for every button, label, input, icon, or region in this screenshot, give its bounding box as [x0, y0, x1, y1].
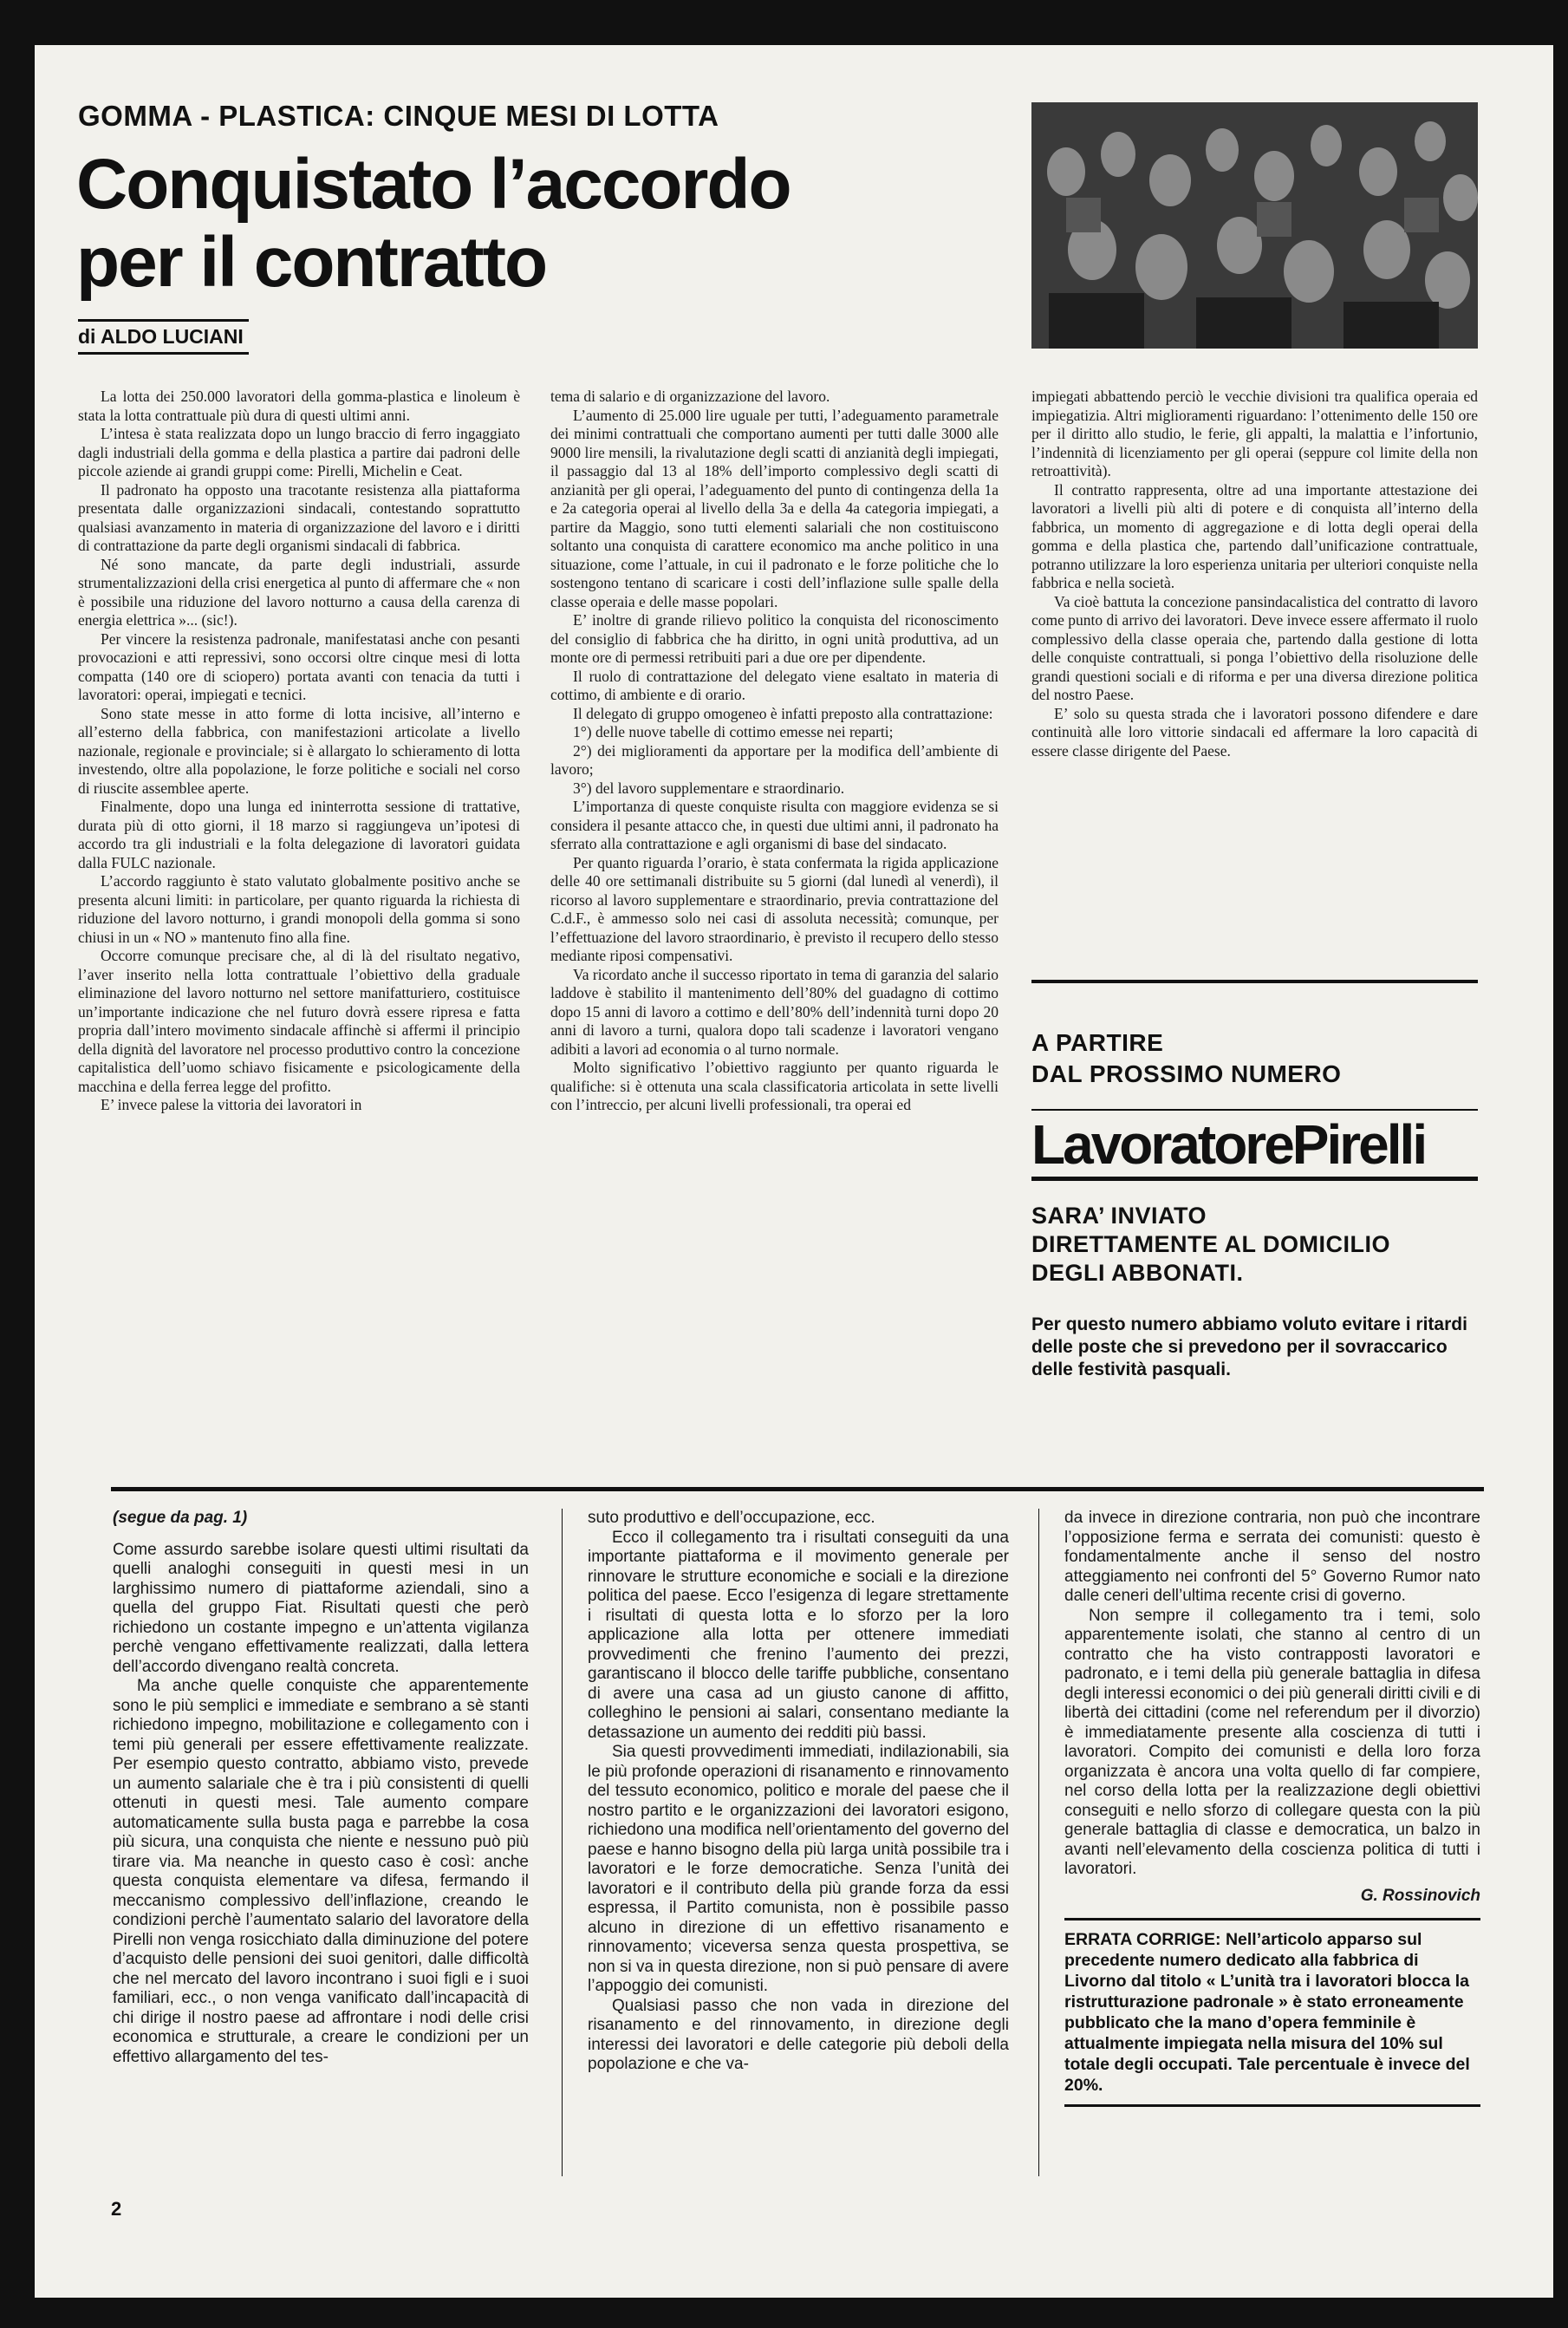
paragraph: Qualsiasi passo che non vada in direzione del risanamento e del rinnovamento, in direzione degli interessi dei lavoratori e delle categorie più deboli della popolazione e che va- — [588, 1996, 1009, 2073]
list-item: 1°) delle nuove tabelle di cottimo emesse nei reparti; — [573, 723, 894, 740]
paragraph: Molto significativo l’obiettivo raggiunto per quanto riguarda le qualifiche: si è ottenuta una scala classificatoria articolata in sette livelli con l’intreccio, per alcuni livelli professionali, tra operai ed — [550, 1059, 999, 1113]
list-item: 2°) dei miglioramenti da apportare per la modifica dell’ambiente di lavoro; — [550, 741, 999, 778]
promo-line-2: DAL PROSSIMO NUMERO — [1031, 1060, 1342, 1087]
promo-box — [1031, 984, 1478, 1381]
paragraph: Il delegato di gruppo omogeneo è infatti preposto alla contrattazione: — [573, 704, 993, 722]
paragraph: E’ inoltre di grande rilievo politico la conquista del riconoscimento del consiglio di fabbrica che ha diritto, in ogni unità produttiva, ad un monte ore di permessi retribuiti pari a due ore per dipendente. — [550, 611, 999, 666]
paragraph: Il contratto rappresenta, oltre ad una importante attestazione dei lavoratori a livelli più alti di potere e di conquista all’interno della fabbrica, un momento di aggregazione e di lotta degli operai della gomma e della plastica che, partendo dall’unificazione contrattuale, potranno utilizzare la loro esperienza unitaria per ulteriori conquiste nella fabbrica e nella società. — [1031, 480, 1478, 591]
paragraph: E’ invece palese la vittoria dei lavoratori in — [101, 1096, 362, 1113]
paragraph: Il ruolo di contrattazione del delegato viene esaltato in materia di cottimo, di ambiente e di orario. — [550, 667, 999, 703]
paragraph: La lotta dei 250.000 lavoratori della gomma-plastica e linoleum è stata la lotta contrattuale più dura di questi ultimi anni. — [78, 388, 520, 424]
paragraph: suto produttivo e dell’occupazione, ecc. — [588, 1509, 875, 1527]
section-divider — [111, 1487, 1484, 1491]
list-item: 3°) del lavoro supplementare e straordinario. — [573, 779, 845, 797]
column-rule-1 — [562, 1509, 563, 2176]
paragraph: Né sono mancate, da parte degli industriali, assurde strumentalizzazioni della crisi energetica al punto di affermare che « non è possibile una riduzione del lavoro notturno a causa della carenza di energia elettrica »... (sic!). — [78, 555, 520, 629]
crowd-photo-image — [1031, 102, 1478, 349]
paragraph: Ecco il collegamento tra i risultati conseguiti da una importante piattaforma e il movimento generale per rinnovare le strutture economiche e sociali e la direzione politica del paese. Ecco l’esigenza di legare strettamente i risultati di questa lotta e lo sforzo per la loro applicazione alla lotta per ottenere immediati provvedimenti che frenino l’aumento dei prezzi, garantiscano il blocco delle tariffe pubbliche, consentano di avere una casa ad un giusto canone di affitto, colleghino le pensioni ai salari, consentano mediante la detassazione un aumento dei redditi più bassi. — [588, 1528, 1009, 1742]
continued-from-label: (segue da pag. 1) — [113, 1509, 248, 1527]
errata-corrige-box: ERRATA CORRIGE: Nell’articolo apparso sul precedente numero dedicato alla fabbrica di Livorno dal titolo « L’unità tra i lavoratori blocca la ristrutturazione padronale » è stato erroneamente pubblicato che la mano d’opera femminile è attualmente impiegata nella misura del 10% sul totale degli occupati. Tale percentuale è invece del 20%. — [1064, 1918, 1480, 2107]
continued-column-2 — [588, 1509, 1009, 2075]
lavoratore-pirelli-masthead: LavoratorePirelli — [1031, 1109, 1478, 1181]
paragraph: Il padronato ha opposto una tracotante resistenza alla piattaforma presentata dalle organizzazioni sindacali, contestando soprattutto qualsiasi avanzamento in materia di organizzazione del lavoro e i diritti di contrattazione da parte degli organismi sindacali di fabbrica. — [78, 480, 520, 554]
headline-line-2: per il contratto — [76, 223, 547, 302]
paragraph: Come assurdo sarebbe isolare questi ultimi risultati da quelli analoghi conseguiti in questi mesi in un larghissimo numero di piattaforme aziendali, sino a quella del gruppo Fiat. Risultati questi che però richiedono un costante impegno e un’attenta vigilanza perchè vengano effettivamente realizzati, dalla lettera dell’accordo divengano realtà concreta. — [113, 1540, 529, 1676]
paragraph: L’intesa è stata realizzata dopo un lungo braccio di ferro ingaggiato dagli industriali della gomma e della plastica a partire dai padroni delle piccole aziende ai grandi gruppi come: Pirelli, Michelin e Ceat. — [78, 425, 520, 479]
article-column-2 — [550, 388, 999, 1115]
paragraph: Ma anche quelle conquiste che apparentemente sono le più semplici e immediate e sembrano a sè stanti richiedono impegno, mobilitazione e collegamento con i temi più generali per essere effettivamente realizzate. Per esempio questo contratto, abbiamo visto, prevede un aumento salariale che è tra i più consistenti di quelli ottenuti in questi mesi. Tale aumento compare automaticamente sulla busta paga e parrebbe la cosa più sicura, una conquista che niente e nessuno può più tirare via. Ma neanche in questo caso è così: anche questa conquista elementare va difesa, fermando il meccanismo complessivo dell’inflazione, creando le condizioni perchè l’aumentato salario del lavoratore della Pirelli non venga rosicchiato dalla diminuzione del potere d’acquisto delle pensioni dei suoi genitori, dalle difficoltà che nel mercato del lavoro incontrano i suoi figli e i suoi familiari, ecc., o non venga vanificato dall’incapacità di chi dirige il nostro paese ad affrontare i nodi delle crisi economica e strutturale, a creare le condizioni per un effettivo allargamento del tes- — [113, 1677, 529, 2066]
crowd-photo — [1031, 102, 1478, 349]
byline: di ALDO LUCIANI — [78, 319, 249, 355]
paragraph: Sia questi provvedimenti immediati, indilazionabili, sia le più profonde operazioni di risanamento e rinnovamento del tessuto economico, politico e morale del paese che il nostro partito e le organizzazioni dei lavoratori esigono, richiedono una modifica nell’orientamento del governo del paese e hanno bisogno della più larga unità possibile tra i lavoratori e le forze democratiche. Senza l’unità dei lavoratori e il contributo della più grande forza da essi espressa, il Partito comunista, non è possibile passo alcuno in direzione di un effettivo risanamento e rinnovamento; viceversa senza questa prospettiva, se non si va in questa direzione, non si può pensare di avere l’appoggio dei comunisti. — [588, 1743, 1009, 1995]
paragraph: L’accordo raggiunto è stato valutato globalmente positivo anche se presenta alcuni limiti: in particolare, per quanto riguarda la richiesta di riduzione del lavoro notturno, i grandi monopoli della gomma si sono chiusi in un « NO » mantenuto fino alla fine. — [78, 872, 520, 946]
paragraph: impiegati abbattendo perciò le vecchie divisioni tra qualifica operaia ed impiegatizia. Altri miglioramenti riguardano: l’ottenimento delle 150 ore per il diritto allo studio, le ferie, gli appalti, la malattia e l’infortunio, l’indennità di licenziamento per gli operai (seppure col limite della non retroattività). — [1031, 388, 1478, 479]
paragraph: Non sempre il collegamento tra i temi, solo apparentemente isolati, che stanno al centro di un contratto che ha visto contrapposti lavoratori e padronato, e i temi della più generale battaglia in difesa degli interessi economici o dei più generali diritti civili e di libertà dei cittadini (come nel referendum per il divorzio) è immediatamente presente alla coscienza di tutti i lavoratori. Compito dei comunisti e della loro forza organizzata è ancora una volta quello di far compiere, nel corso della lotta per la realizzazione degli obiettivi conseguiti e nello sforzo di collegare questa con la più generale battaglia di classe e democratica, un balzo in avanti nell’elevamento della coscienza politica di tutti i lavoratori. — [1064, 1606, 1480, 1878]
paragraph: Occorre comunque precisare che, al di là del risultato negativo, l’aver inserito nella lotta contrattuale l’obiettivo della graduale eliminazione del lavoro notturno nel settore manifatturiero, costituisce un’importante indicazione che nel futuro dovrà essere ripresa e fatta propria dall’intero movimento sindacale affinchè si affermi il principio della dignità del lavoratore nel processo produttivo contro la concezione capitalistica dell’uomo schiavo fisicamente e psicologicamente della macchina e della ferrea legge del profitto. — [78, 947, 520, 1095]
promo-sent — [1031, 1202, 1478, 1288]
promo-sent-line-3: DEGLI ABBONATI. — [1031, 1260, 1244, 1286]
paragraph: L’aumento di 25.000 lire uguale per tutti, l’adeguamento parametrale dei minimi contrattuali che comportano aumenti per tutti dalle 3000 alle 9000 lire mensili, la rivalutazione degli scatti di anzianità degli impiegati, il passaggio dal 13 al 18% dell’importo complessivo degli scatti di anzianità per gli operai, l’adeguamento del punto di contingenza della 1a e 2a categoria operai al livello della 3a e della 4a categoria impiegati, a partire da Maggio, sono tutti elementi salariali che non costituiscono soltanto una conquista di carattere economico ma anche politico in una situazione, come l’attuale, in cui il padronato e le forze politiche che lo sostengono tentano di scaricare i costi dell’inflazione sulle spalle della classe operaia e delle masse popolari. — [550, 406, 999, 610]
paragraph: E’ solo su questa strada che i lavoratori possono difendere e dare continuità alle loro vittorie sindacali ed affermare la loro capacità di essere classe dirigente del Paese. — [1031, 704, 1478, 760]
promo-line-1: A PARTIRE — [1031, 1029, 1164, 1056]
paragraph: Va cioè battuta la concezione pansindacalistica del contratto di lavoro come punto di arrivo dei lavoratori. Deve invece essere affermato il ruolo complessivo della classe operaia che, partendo dalla gestione di lotta delle conquiste contrattuali, si ponga l’obiettivo della risoluzione delle grandi questioni sociali e di riforma e per una diversa direzione politica del nostro Paese. — [1031, 592, 1478, 703]
paragraph: Finalmente, dopo una lunga ed ininterrotta sessione di trattative, durata più di otto giorni, il 18 marzo si raggiungeva un’ipotesi di accordo tra gli industriali e la folta delegazione di lavoratori guidata dalla FULC nazionale. — [78, 798, 520, 871]
promo-sent-line-1: SARA’ INVIATO — [1031, 1203, 1207, 1229]
promo-sent-line-2: DIRETTAMENTE AL DOMICILIO — [1031, 1231, 1390, 1257]
article-column-3 — [1031, 388, 1478, 760]
paragraph: Per quanto riguarda l’orario, è stata confermata la rigida applicazione delle 40 ore settimanali distribuite su 5 giorni (dal lunedì al venerdì), il ricorso al lavoro supplementare e straordinario, previa contrattazione del C.d.F., è ammesso solo nei casi di assoluta necessità; comunque, per l’effettuazione del lavoro straordinario, è previsto il recupero dello stesso mediante riposi compensativi. — [550, 853, 999, 964]
column-rule-2 — [1038, 1509, 1039, 2176]
promo-divider — [1031, 980, 1478, 983]
page-number: 2 — [111, 2198, 122, 2220]
paragraph: Sono state messe in atto forme di lotta incisive, all’interno e all’esterno della fabbrica, con manifestazioni articolate a livello nazionale, regionale e provinciale; si è allargato lo schieramento di lotta investendo, oltre alla popolazione, le forze politiche e sociali nel corso di riuscite assemblee aperte. — [78, 704, 520, 797]
paragraph: da invece in direzione contraria, non può che incontrare l’opposizione ferma e serrata dei comunisti: questo è fondamentalmente anche il senso del nostro atteggiamento nei confronti del 5° Governo Rumor nato dalle ceneri dell’ultima recente crisi di governo. — [1064, 1509, 1480, 1605]
paragraph: tema di salario e di organizzazione del lavoro. — [550, 388, 830, 405]
main-headline — [76, 146, 1030, 302]
paragraph: Per vincere la resistenza padronale, manifestatasi anche con pesanti provocazioni e atti repressivi, sono occorsi oltre cinque mesi di lotta compatta (140 ore di sciopero) portata avanti con tenacia da tutti i lavoratori: operai, impiegati e tecnici. — [78, 629, 520, 703]
paragraph: L’importanza di queste conquiste risulta con maggiore evidenza se si considera il pesante attacco che, in questi due ultimi anni, il padronato ha sferrato alla contrattazione e agli organismi di base del sindacato. — [550, 798, 999, 852]
headline-line-1: Conquistato l’accordo — [76, 145, 791, 224]
paragraph: Va ricordato anche il successo riportato in tema di garanzia del salario laddove è stabilito il mantenimento dell’80% del guadagno di cottimo dopo 15 anni di lavoro a cottimo e dell’80% dell’indennità turni dopo 20 anni di lavoro a turni, qualora dopo tali scadenze i lavoratori vengano adibiti a lavori ad economia o al turno normale. — [550, 965, 999, 1058]
kicker-headline: GOMMA - PLASTICA: CINQUE MESI DI LOTTA — [78, 100, 719, 132]
continued-column-3 — [1064, 1509, 1480, 2107]
author-signature: G. Rossinovich — [1360, 1886, 1480, 1905]
promo-note: Per questo numero abbiamo voluto evitare i ritardi delle poste che si prevedono per il sovraccarico delle festività pasquali. — [1031, 1314, 1467, 1379]
continued-column-1 — [113, 1509, 529, 2067]
article-column-1 — [78, 388, 520, 1115]
